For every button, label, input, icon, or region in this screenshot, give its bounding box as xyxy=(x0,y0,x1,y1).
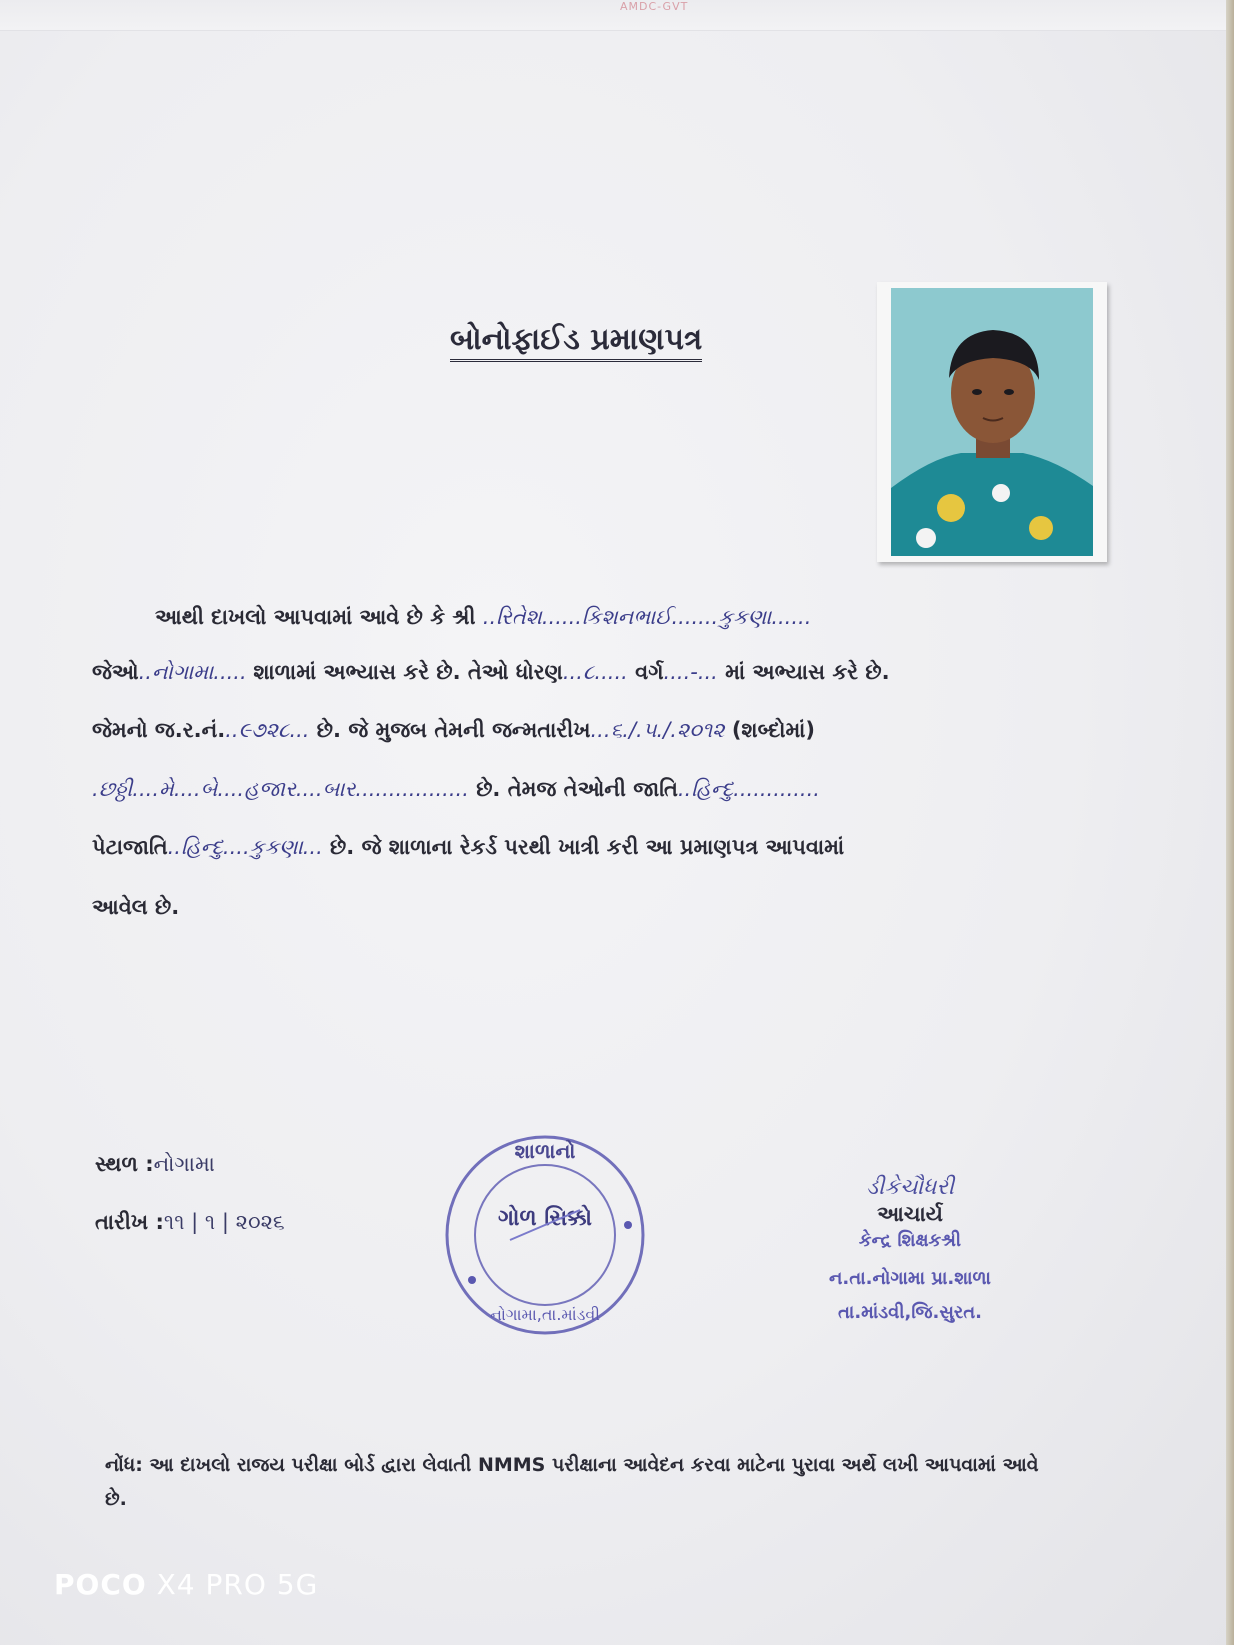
body-text: માં અભ્યાસ કરે છે. xyxy=(717,660,890,684)
body-text: શાળામાં અભ્યાસ કરે છે. તેઓ ધોરણ xyxy=(253,660,563,684)
top-stamp-text: AMDC-GVT xyxy=(620,0,689,13)
place-value: નોગામા xyxy=(153,1152,215,1176)
stamp-bottom-text: નોગામા,તા.માંડવી xyxy=(490,1305,600,1324)
body-text: છે. તેમજ તેઓની જાતિ xyxy=(468,777,678,801)
signature-block xyxy=(780,1175,1040,1327)
body-line-4 xyxy=(92,777,1132,802)
birth-date-words-field: .છઠ્ઠી....મે....બે....હજાર....બાર................. xyxy=(92,777,469,801)
date-value: ૧૧ | ૧ | ૨૦૨૬ xyxy=(163,1210,285,1234)
body-text: આથી દાખલો આપવામાં આવે છે કે શ્રી xyxy=(155,605,483,629)
student-photo xyxy=(877,282,1107,562)
place-row xyxy=(95,1152,215,1177)
caste-field: ..હિન્દુ............. xyxy=(677,777,820,801)
body-text: જેમનો જ.ર.નં. xyxy=(92,718,226,742)
background-edge xyxy=(1226,0,1234,1645)
birth-date-field: ...૬./.૫./.૨૦૧૨ xyxy=(590,718,725,742)
register-number-field: ..૯૭૨૮... xyxy=(225,718,310,742)
signature-name: ડીકેચૌધરી xyxy=(865,1175,955,1200)
body-line-5 xyxy=(92,835,1132,860)
signature-stamp-line2: ન.તા.નોગામા પ્રા.શાળા xyxy=(829,1268,991,1289)
body-line-6: આવેલ છે. xyxy=(92,895,180,919)
body-text: છે. જે શાળાના રેકર્ડ પરથી ખાત્રી કરી આ પ્રમાણપત્ર આપવામાં xyxy=(322,835,845,859)
camera-watermark xyxy=(54,1568,318,1601)
stamp-middle-text: ગોળ સિક્કો xyxy=(497,1206,593,1231)
date-label: તારીખ : xyxy=(95,1210,164,1234)
student-name-field: ..રિતેશ......કિશનભાઈ.......કુકણા...... xyxy=(482,605,812,629)
page-title: બોનોફાઈડ પ્રમાણપત્ર xyxy=(450,322,702,362)
watermark-brand: POCO xyxy=(54,1568,147,1601)
body-line-1 xyxy=(155,605,1195,630)
place-label: સ્થળ : xyxy=(95,1152,154,1176)
paper-top-edge xyxy=(0,0,1234,31)
body-line-2 xyxy=(92,660,1132,685)
date-row xyxy=(95,1210,285,1235)
watermark-model: X4 PRO 5G xyxy=(146,1568,319,1601)
signature-stamp-line3: તા.માંડવી,જિ.સુરત. xyxy=(838,1302,982,1323)
body-text: છે. જે મુજબ તેમની જન્મતારીખ xyxy=(309,718,591,742)
footer-note: નોંધ: આ દાખલો રાજય પરીક્ષા બોર્ડ દ્વારા લેવાતી NMMS પરીક્ષાના આવેદન કરવા માટેના પુરાવા અર્થે લખી આપવામાં આવે છે. xyxy=(105,1454,1039,1510)
school-name-field: ..નોગામા..... xyxy=(138,660,254,684)
standard-field: ...૮..... xyxy=(562,660,628,684)
body-text: જેઓ xyxy=(92,660,139,684)
body-text: વર્ગ xyxy=(627,660,664,684)
body-line-3 xyxy=(92,718,1132,743)
body-text: પેટાજાતિ xyxy=(92,835,168,859)
stamp-top-text: શાળાનો xyxy=(514,1139,576,1163)
school-seal-stamp xyxy=(440,1130,650,1344)
student-photo-image xyxy=(891,288,1093,556)
class-division-field: ....-... xyxy=(663,660,718,684)
signature-stamp-line1: કેન્દ્ર શિક્ષકશ્રી xyxy=(858,1230,962,1251)
sub-caste-field: ..હિન્દુ....કુકણા... xyxy=(167,835,323,859)
body-text: (શબ્દોમાં) xyxy=(724,718,816,742)
signature-title: આચાર્ય xyxy=(877,1202,943,1226)
